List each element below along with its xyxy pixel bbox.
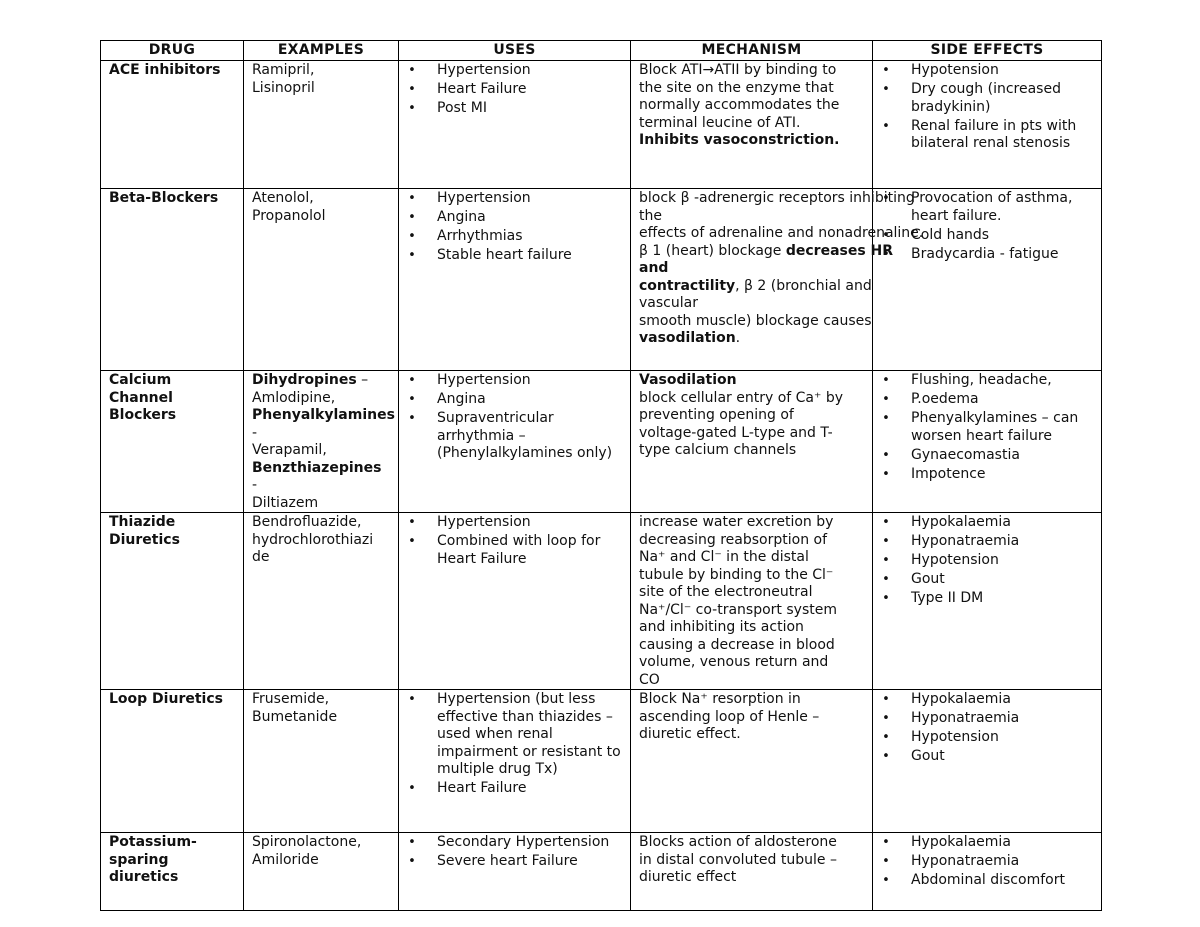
examples-cell bbox=[244, 690, 399, 833]
mechanism-bold: decreases HR bbox=[785, 242, 894, 259]
mechanism-line: and inhibiting its action bbox=[639, 619, 804, 635]
mechanism-line: normally accommodates the bbox=[639, 97, 840, 113]
mechanism-line: type calcium channels bbox=[639, 442, 797, 458]
mechanism-text: , β 2 (bronchial and bbox=[735, 277, 872, 294]
mechanism-line: volume, venous return and bbox=[639, 654, 829, 670]
example: Atenolol, bbox=[252, 190, 314, 206]
uses-cell bbox=[399, 690, 631, 833]
list-item: • Dry cough (increased bradykinin) bbox=[903, 81, 1093, 116]
mechanism-text: . bbox=[735, 330, 741, 346]
mechanism-line: increase water excretion by bbox=[639, 514, 834, 530]
drug-name: Potassium-sparing diuretics bbox=[101, 833, 244, 911]
mechanism-bold: vasodilation bbox=[639, 330, 736, 346]
list-item: • Hypertension (but less effective than thiazides – used when renal impairment or resistant to multiple drug Tx) bbox=[429, 691, 622, 779]
drug-name: Loop Diuretics bbox=[101, 690, 244, 833]
table-row bbox=[101, 513, 1102, 690]
example bbox=[252, 407, 395, 442]
list-item: • Flushing, headache, bbox=[903, 372, 1093, 390]
mechanism-line: Na⁺/Cl⁻ co-transport system bbox=[639, 601, 837, 618]
mechanism-line bbox=[639, 330, 864, 348]
mechanism-cell bbox=[631, 371, 873, 513]
list-item: • Arrhythmias bbox=[429, 228, 622, 246]
mechanism-bold: contractility bbox=[639, 277, 736, 294]
list-item: • Cold hands bbox=[903, 227, 1093, 245]
list-item: • Hypotension bbox=[903, 729, 1093, 747]
table-row bbox=[101, 690, 1102, 833]
header-side-effects: SIDE EFFECTS bbox=[873, 41, 1102, 61]
list-item: • Hypertension bbox=[429, 372, 622, 390]
example-sep: – bbox=[356, 372, 369, 388]
list-item: • Combined with loop for Heart Failure bbox=[429, 533, 622, 568]
mechanism-line: and bbox=[639, 260, 669, 276]
example bbox=[252, 372, 390, 390]
drug-name: Calcium Channel Blockers bbox=[101, 371, 244, 513]
mechanism-line: preventing opening of bbox=[639, 407, 794, 423]
mechanism-line: diuretic effect bbox=[639, 869, 737, 885]
side-effects-cell bbox=[873, 690, 1102, 833]
mechanism-line: Block Na⁺ resorption in bbox=[639, 691, 801, 707]
mechanism-cell bbox=[631, 513, 873, 690]
list-item: • Heart Failure bbox=[429, 81, 622, 99]
example: Bendrofluazide, bbox=[252, 514, 362, 530]
mechanism-text: β 1 (heart) blockage bbox=[639, 242, 786, 259]
list-item: • Supraventricular arrhythmia – (Phenylalkylamines only) bbox=[429, 410, 622, 463]
example bbox=[252, 460, 390, 495]
table-row bbox=[101, 189, 1102, 371]
drug-name: Beta-Blockers bbox=[101, 189, 244, 371]
example-sep: - bbox=[252, 477, 258, 493]
examples-cell bbox=[244, 371, 399, 513]
example: Bumetanide bbox=[252, 708, 338, 725]
mechanism-line: ascending loop of Henle – bbox=[639, 708, 820, 725]
example: Frusemide, bbox=[252, 691, 330, 707]
list-item: • P.oedema bbox=[903, 391, 1093, 409]
list-item: • Heart Failure bbox=[429, 780, 622, 798]
list-item: • Hypertension bbox=[429, 514, 622, 532]
mechanism-cell bbox=[631, 690, 873, 833]
list-item: • Hypertension bbox=[429, 62, 622, 80]
list-item: • Type II DM bbox=[903, 590, 1093, 608]
header-uses: USES bbox=[399, 41, 631, 61]
mechanism-line: causing a decrease in blood bbox=[639, 636, 835, 653]
mechanism-line: Blocks action of aldosterone bbox=[639, 834, 837, 850]
example-sep: - bbox=[252, 424, 258, 441]
list-item: • Hypertension bbox=[429, 190, 622, 208]
example: Diltiazem bbox=[252, 494, 319, 511]
mechanism-line bbox=[639, 277, 872, 296]
examples-cell bbox=[244, 189, 399, 371]
list-item: • Severe heart Failure bbox=[429, 853, 622, 871]
mechanism-line: the site on the enzyme that bbox=[639, 79, 834, 96]
mechanism-cell bbox=[631, 61, 873, 189]
side-effects-cell bbox=[873, 61, 1102, 189]
side-effects-cell bbox=[873, 833, 1102, 911]
example: Amiloride bbox=[252, 851, 319, 868]
uses-cell bbox=[399, 61, 631, 189]
side-effects-cell bbox=[873, 189, 1102, 371]
list-item: • Hypokalaemia bbox=[903, 834, 1093, 852]
list-item: • Gout bbox=[903, 748, 1093, 766]
list-item: • Abdominal discomfort bbox=[903, 872, 1093, 890]
examples-cell bbox=[244, 833, 399, 911]
example: hydrochlorothiazi bbox=[252, 531, 374, 548]
mechanism-line: smooth muscle) blockage causes bbox=[639, 312, 872, 329]
mechanism-line: terminal leucine of ATI. bbox=[639, 114, 801, 131]
mechanism-line: Vasodilation bbox=[639, 372, 737, 388]
list-item: • Hypokalaemia bbox=[903, 514, 1093, 532]
header-mechanism: MECHANISM bbox=[631, 41, 873, 61]
list-item: • Gout bbox=[903, 571, 1093, 589]
example: Lisinopril bbox=[252, 79, 315, 96]
mechanism-line: vascular bbox=[639, 295, 698, 311]
mechanism-line: voltage-gated L-type and T- bbox=[639, 424, 833, 441]
list-item: • Hypotension bbox=[903, 62, 1093, 80]
list-item: • Renal failure in pts with bilateral renal stenosis bbox=[903, 118, 1093, 153]
list-item: • Gynaecomastia bbox=[903, 447, 1093, 465]
example: Verapamil, bbox=[252, 442, 327, 458]
header-examples: EXAMPLES bbox=[244, 41, 399, 61]
table-row bbox=[101, 61, 1102, 189]
mechanism-line: effects of adrenaline and nonadrenaline. bbox=[639, 225, 924, 241]
mechanism-line: site of the electroneutral bbox=[639, 584, 813, 600]
mechanism-line: the bbox=[639, 207, 662, 224]
uses-cell bbox=[399, 371, 631, 513]
mechanism-line: tubule by binding to the Cl⁻ bbox=[639, 566, 834, 583]
list-item: • Angina bbox=[429, 391, 622, 409]
uses-cell bbox=[399, 189, 631, 371]
mechanism-line: block cellular entry of Ca⁺ by bbox=[639, 389, 844, 406]
mechanism-line: CO bbox=[639, 671, 660, 688]
mechanism-cell bbox=[631, 189, 924, 371]
list-item: • Stable heart failure bbox=[429, 247, 622, 265]
mechanism-cell bbox=[631, 833, 873, 911]
list-item: • Hyponatraemia bbox=[903, 533, 1093, 551]
mechanism-line: decreasing reabsorption of bbox=[639, 531, 828, 548]
drug-name: Thiazide Diuretics bbox=[101, 513, 244, 690]
drug-class: Phenyalkylamines bbox=[252, 407, 395, 423]
list-item: • Hyponatraemia bbox=[903, 853, 1093, 871]
list-item: • Phenyalkylamines – can worsen heart failure bbox=[903, 410, 1093, 445]
example: Ramipril, bbox=[252, 62, 315, 78]
list-item: • Secondary Hypertension bbox=[429, 834, 622, 852]
list-item: • Hypokalaemia bbox=[903, 691, 1093, 709]
example: Amlodipine, bbox=[252, 389, 336, 406]
mechanism-line: Inhibits vasoconstriction. bbox=[639, 132, 840, 148]
uses-cell bbox=[399, 513, 631, 690]
list-item: • Bradycardia - fatigue bbox=[903, 246, 1093, 264]
mechanism-line: in distal convoluted tubule – bbox=[639, 851, 837, 868]
side-effects-cell bbox=[873, 371, 1102, 513]
example: Spironolactone, bbox=[252, 834, 362, 850]
examples-cell bbox=[244, 513, 399, 690]
list-item: • Post MI bbox=[429, 100, 622, 118]
mechanism-line: Block ATI→ATII by binding to bbox=[639, 62, 837, 78]
example: de bbox=[252, 549, 270, 565]
header-drug: DRUG bbox=[101, 41, 244, 61]
drug-name: ACE inhibitors bbox=[101, 61, 244, 189]
examples-cell bbox=[244, 61, 399, 189]
uses-cell bbox=[399, 833, 631, 911]
drug-class: Benzthiazepines bbox=[252, 459, 382, 476]
list-item: • Hyponatraemia bbox=[903, 710, 1093, 728]
drug-class: Dihydropines bbox=[252, 372, 357, 388]
mechanism-line: block β -adrenergic receptors inhibiting bbox=[639, 190, 915, 206]
list-item: • Provocation of asthma, heart failure. bbox=[903, 190, 1093, 225]
drug-table bbox=[100, 40, 1102, 911]
side-effects-cell bbox=[873, 513, 1102, 690]
table-row bbox=[101, 833, 1102, 911]
list-item: • Hypotension bbox=[903, 552, 1093, 570]
mechanism-line bbox=[639, 242, 894, 261]
table-row bbox=[101, 371, 1102, 513]
example: Propanolol bbox=[252, 207, 326, 224]
list-item: • Impotence bbox=[903, 466, 1093, 484]
header-row bbox=[101, 41, 1102, 61]
mechanism-line: Na⁺ and Cl⁻ in the distal bbox=[639, 549, 809, 565]
list-item: • Angina bbox=[429, 209, 622, 227]
mechanism-line: diuretic effect. bbox=[639, 726, 741, 742]
